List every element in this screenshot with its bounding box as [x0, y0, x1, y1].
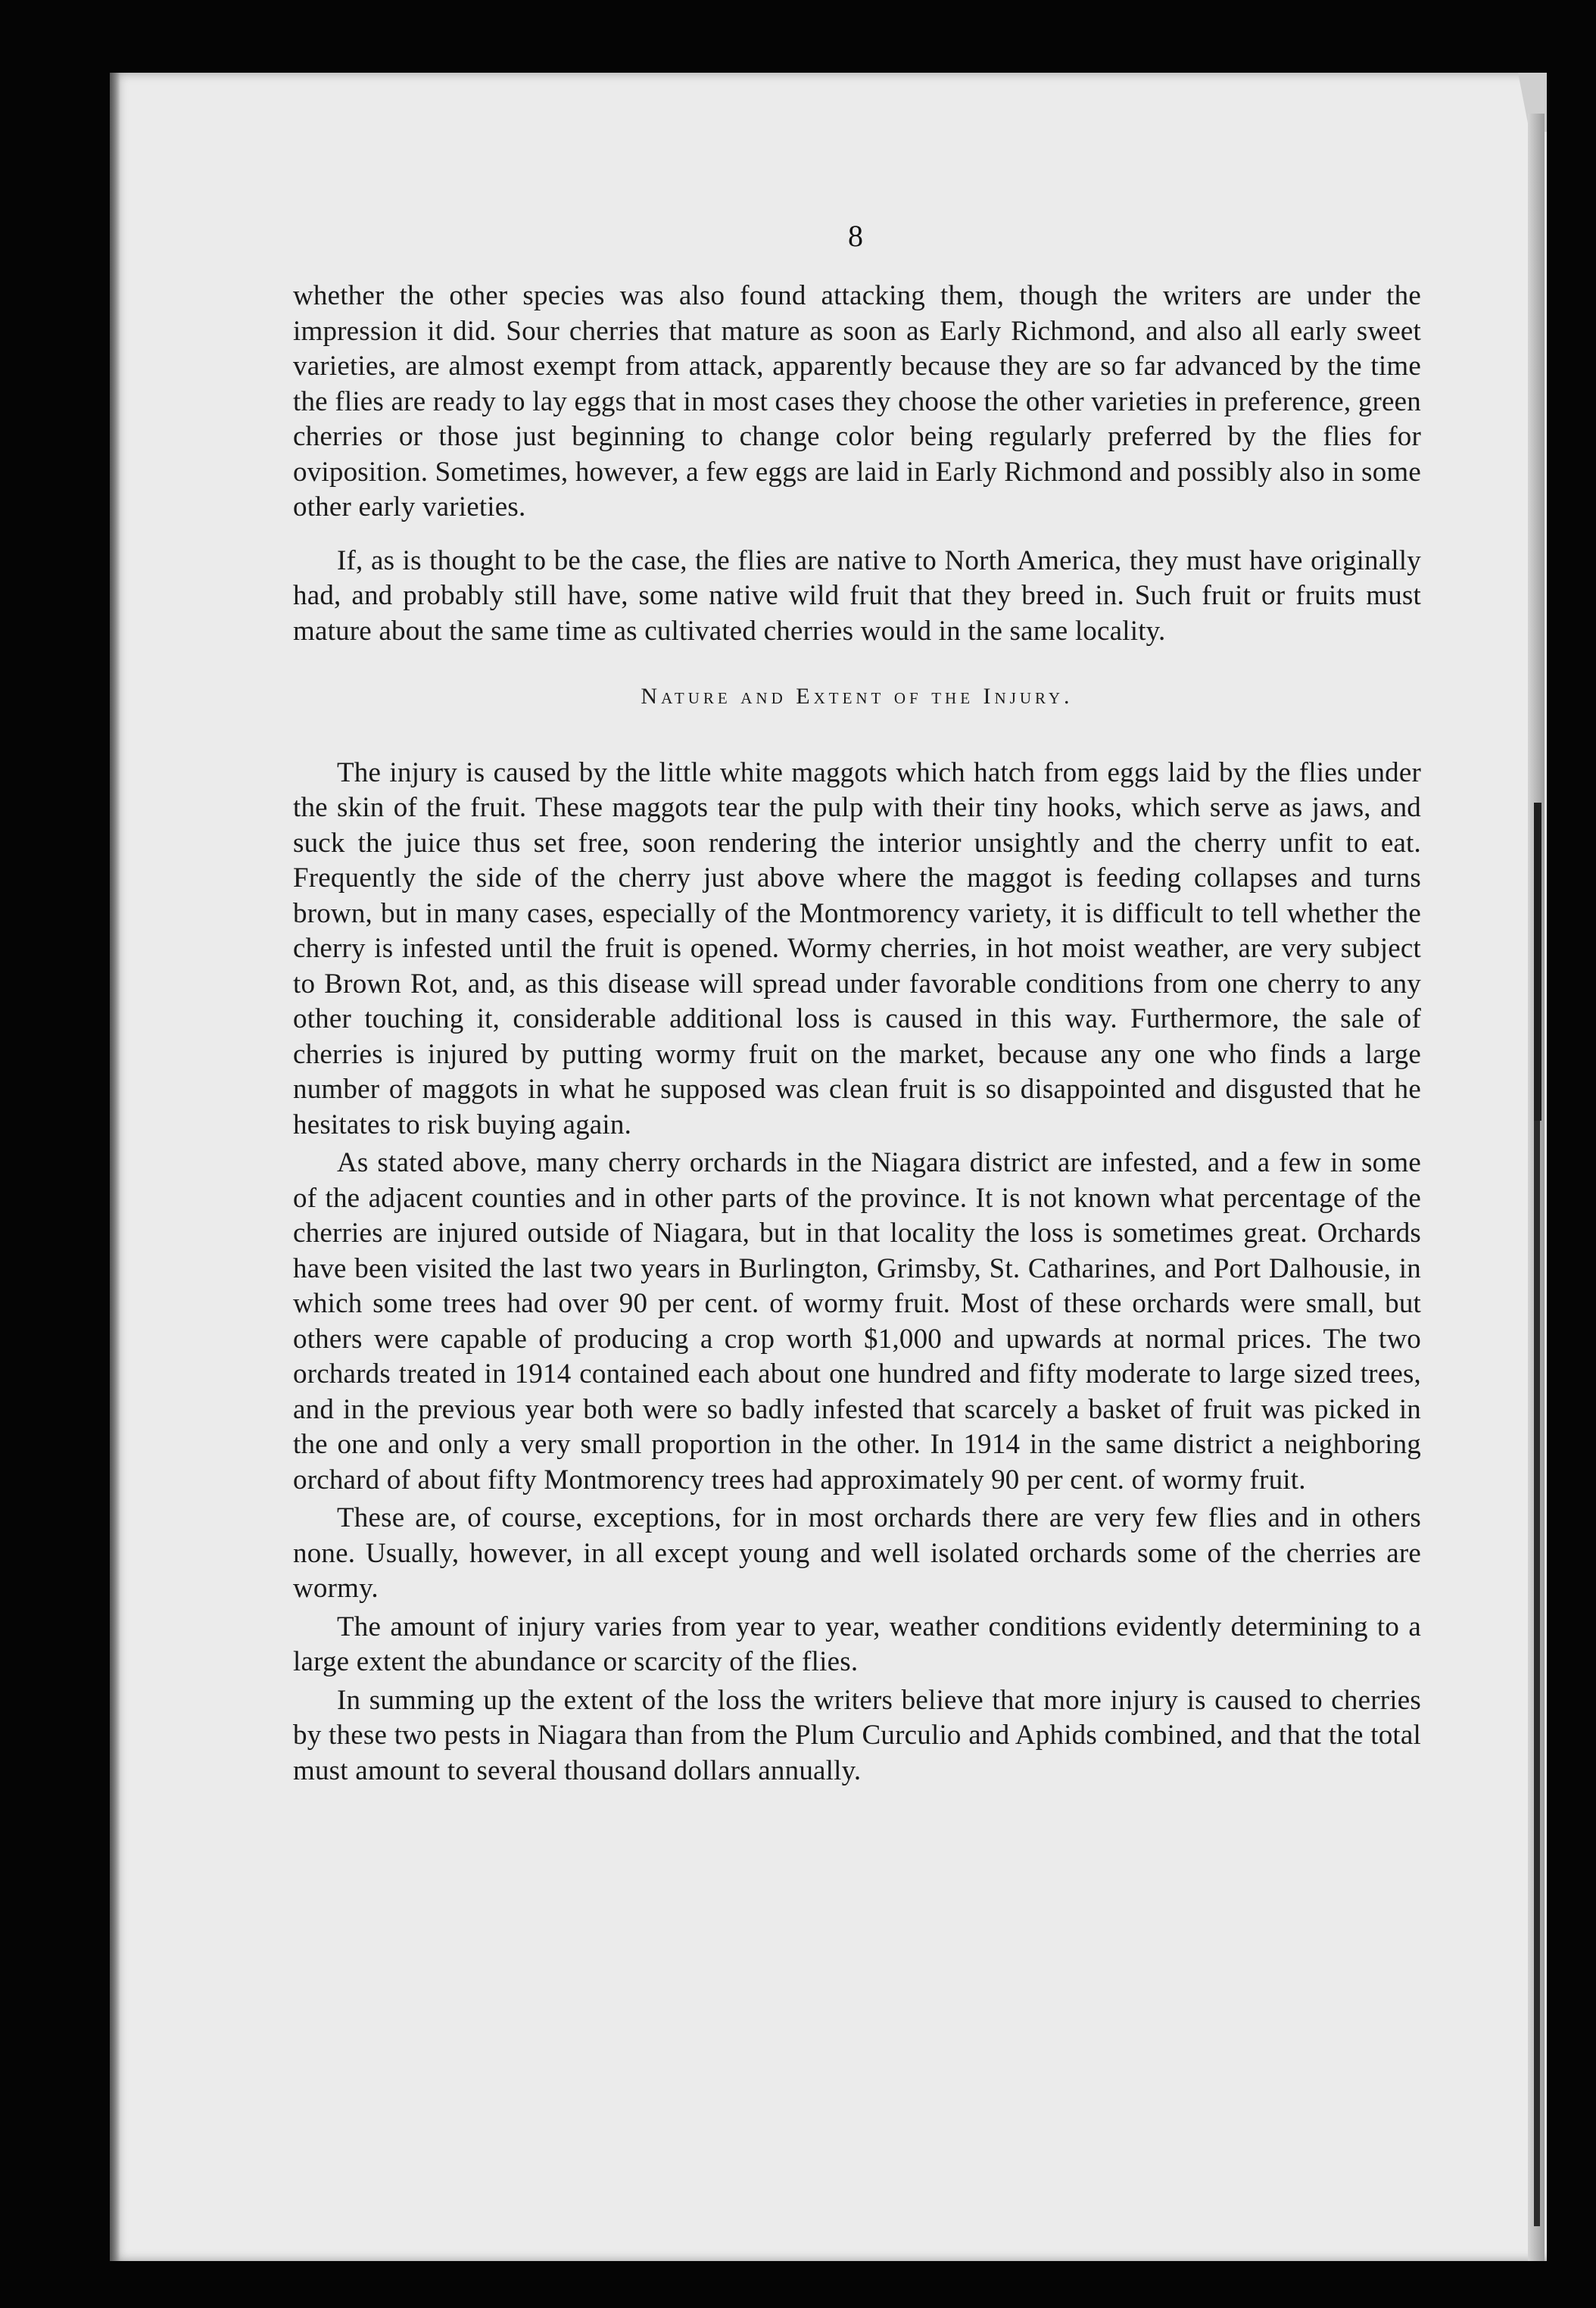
paragraph-exceptions: These are, of course, exceptions, for in most orchards there are very few flies and in others none. Usually, however, in all except young and well isolated orchards some of the cherries are wormy.: [293, 1502, 1421, 1604]
binding-mark: [1534, 803, 1541, 1121]
page-left-shadow: [110, 73, 120, 2261]
paragraph-niagara: As stated above, many cherry orchards in the Niagara district are infested, and a few in some of the adjacent counties and in other parts of the province. It is not known what percentage of the cherries are injured outside of Niagara, but in that locality the loss is sometimes great. Orchards have been visited the last two years in Burlington, Grimsby, St. Catharines, and Port Dalhousie, in which some trees had over 90 per cent. of wormy fruit. Most of these orchards were small, but others were capable of producing a crop worth $1,000 and upwards at normal prices. The two orchards treated in 1914 contained each about one hundred and fifty moderate to large sized trees, and in the previous year both were so badly infested that scarcely a basket of fruit was picked in the one and only a very small proportion in the other. In 1914 in the same district a neighboring orchard of about fifty Montmorency trees had approximately 90 per cent. of wormy fruit.: [293, 1147, 1421, 1496]
page-body: [293, 279, 1421, 1789]
paragraph-intro: whether the other species was also found attacking them, though the writers are under the impression it did. Sour cherries that mature as soon as Early Richmond, and also all early sweet varieties, are almost exempt from attack, apparently because they are so far advanced by the time the flies are ready to lay eggs that in most cases they choose the other varieties in preference, green cherries or those just beginning to change color being regularly preferred by the flies for oviposition. Sometimes, however, a few eggs are laid in Early Richmond and possibly also in some other early varieties.: [293, 280, 1421, 522]
paragraph-injury: The injury is caused by the little white maggots which hatch from eggs laid by the flies under the skin of the fruit. These maggots tear the pulp with their tiny hooks, which serve as jaws, and suck the juice thus set free, soon rendering the interior unsightly and the cherry unfit to eat. Frequently the side of the cherry just above where the maggot is feeding collapses and turns brown, but in many cases, especially of the Montmorency variety, it is difficult to tell whether the cherry is infested until the fruit is opened. Wormy cherries, in hot moist weather, are very subject to Brown Rot, and, as this disease will spread under favorable conditions from one cherry to any other touching it, considerable additional loss is caused in this way. Furthermore, the sale of cherries is injured by putting wormy fruit on the market, because any one who finds a large number of maggots in what he supposed was clean fruit is so disappointed and disgusted that he hesitates to risk buying again.: [293, 756, 1421, 1140]
binding-mark-lower: [1534, 1121, 1540, 2226]
section-heading: Nature and Extent of the Injury.: [641, 684, 1074, 709]
page-number: 8: [848, 219, 863, 253]
paragraph-summary: In summing up the extent of the loss the writers believe that more injury is caused to cherries by these two pests in Niagara than from the Plum Curculio and Aphids combined, and that the total must amount to several thousand dollars annually.: [293, 1684, 1421, 1786]
paragraph-native-fruit: If, as is thought to be the case, the flies are native to North America, they must have originally had, and probably still have, some native wild fruit that they breed in. Such fruit or fruits must mature about the same time as cultivated cherries would in the same locality.: [293, 544, 1421, 647]
paragraph-variation: The amount of injury varies from year to year, weather conditions evidently determining to a large extent the abundance or scarcity of the flies.: [293, 1611, 1421, 1677]
